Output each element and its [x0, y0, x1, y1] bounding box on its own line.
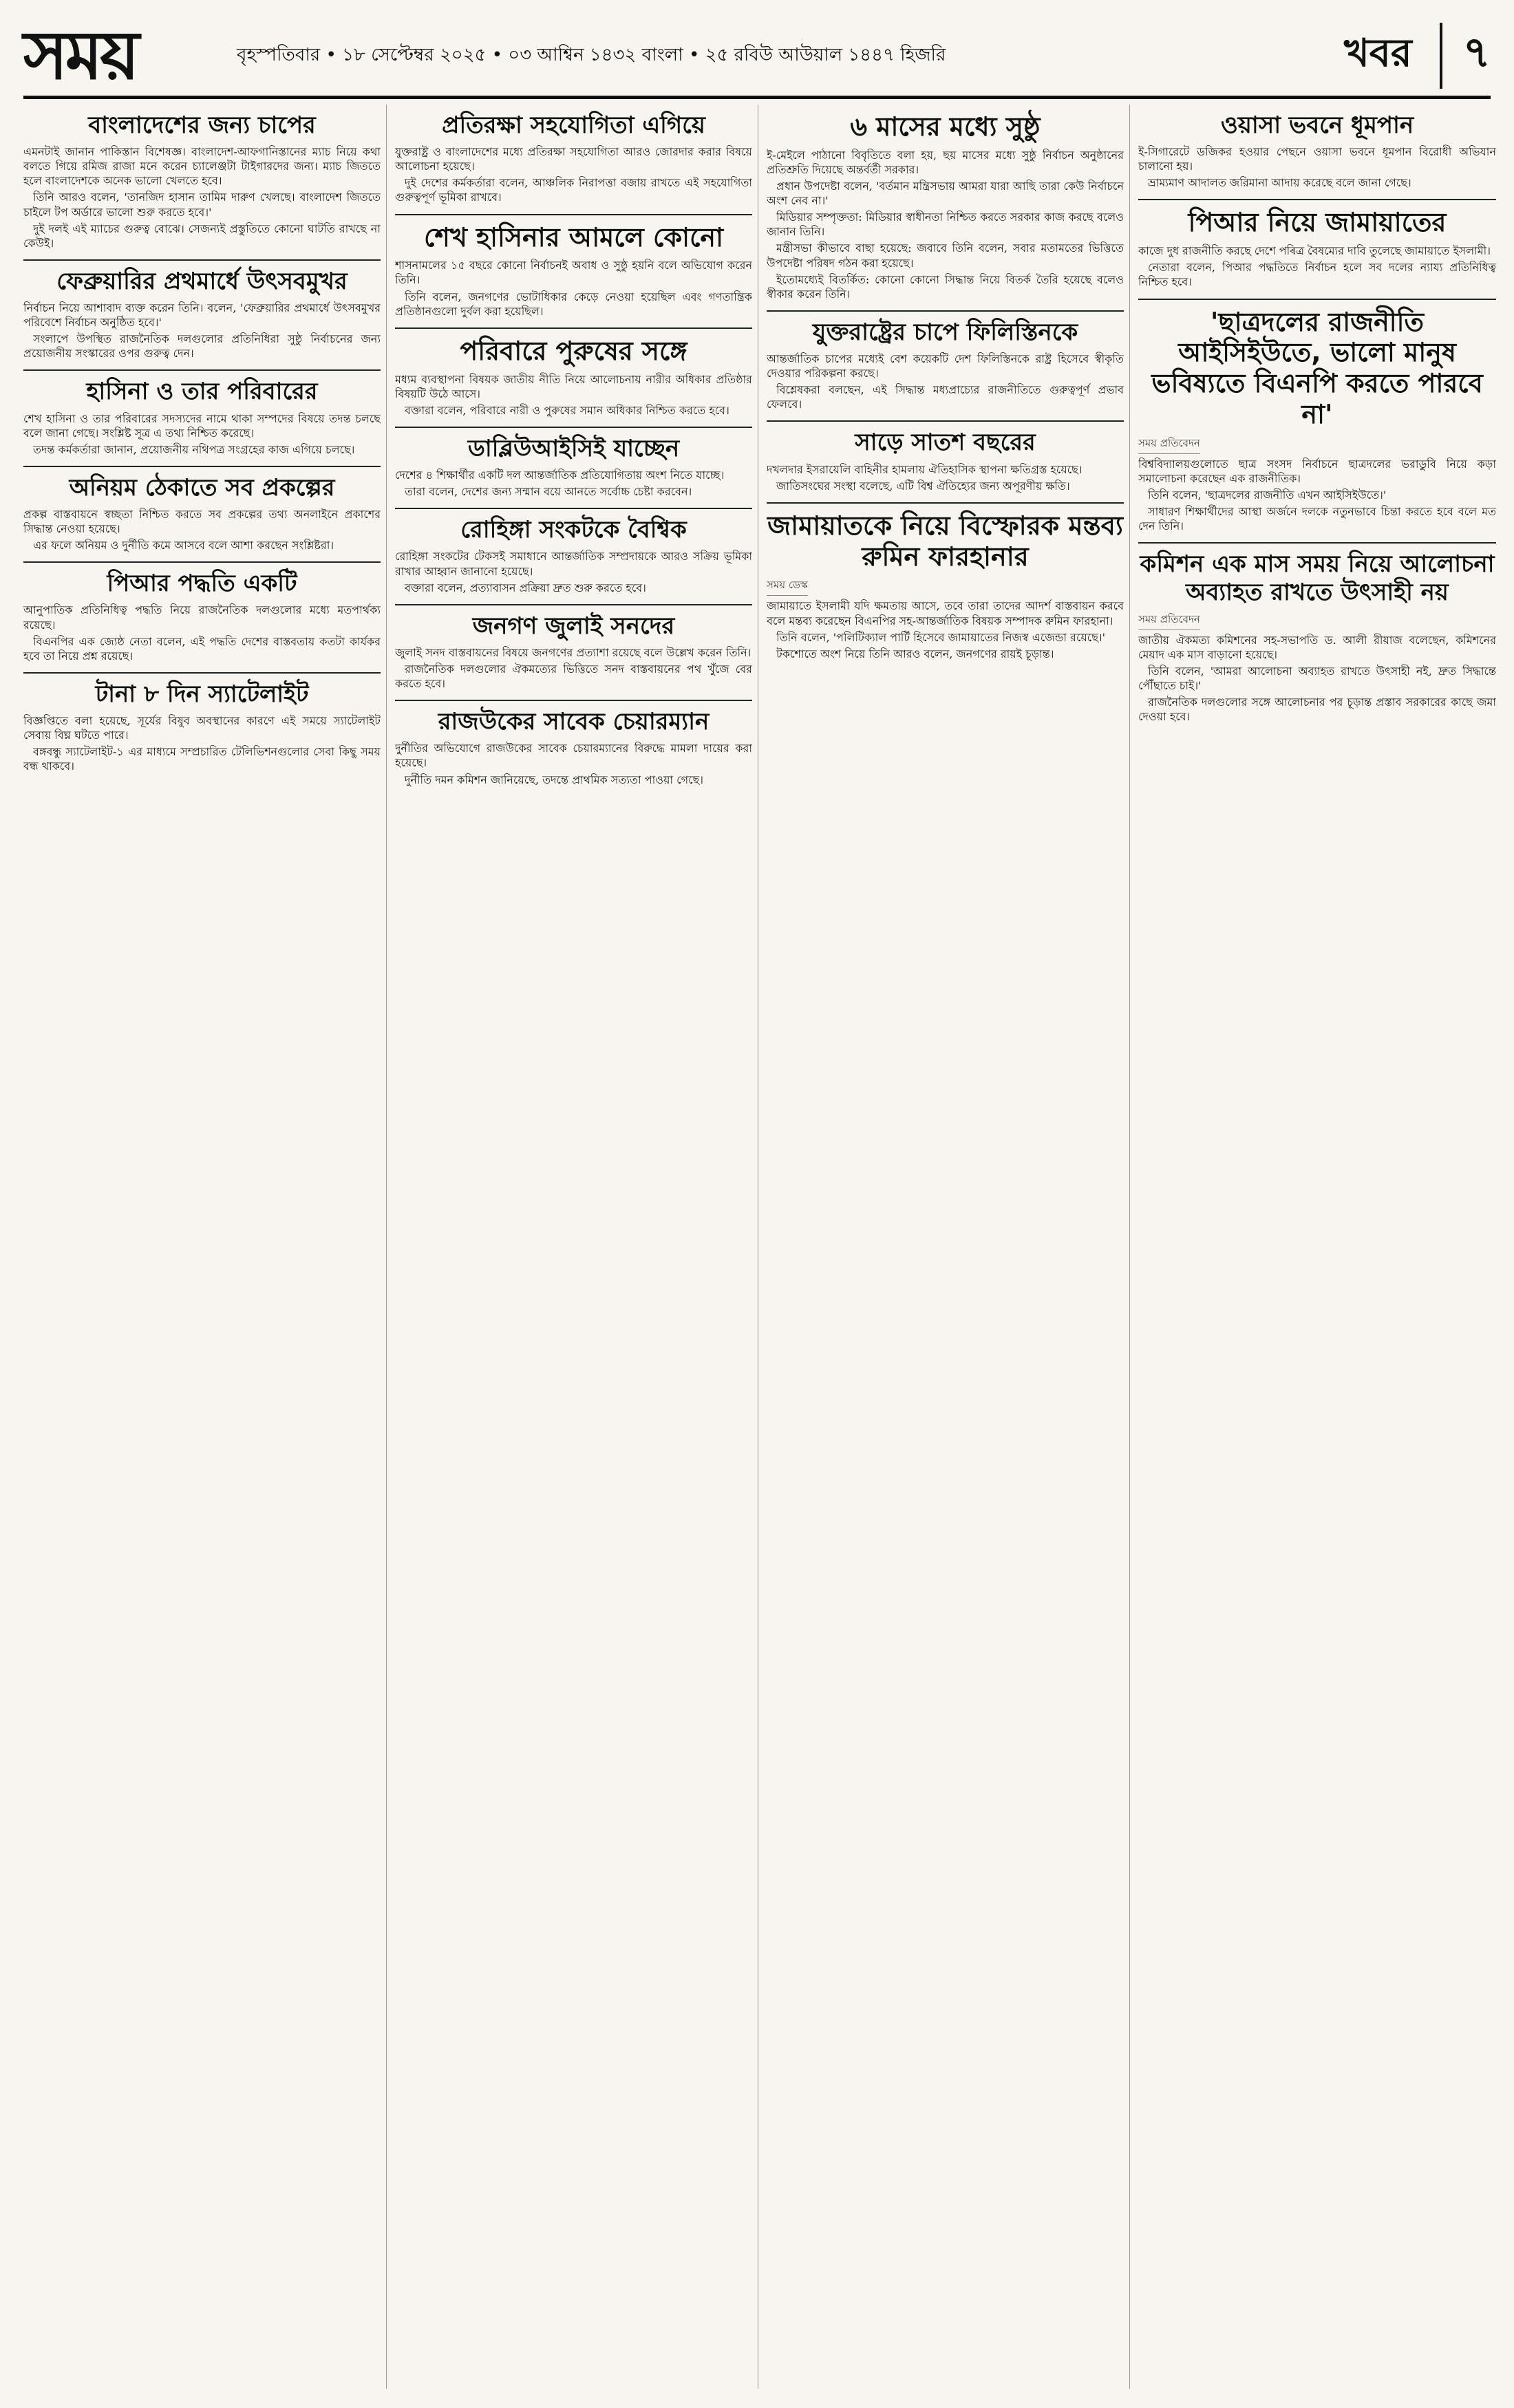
article — [395, 428, 752, 509]
article-paragraph: দুই দলই এই ম্যাচের গুরুত্ব বোঝে। সেজন্যই প্রস্তুতিতে কোনো ঘাটতি রাখছে না কেউই। — [23, 222, 381, 250]
article-headline: ৬ মাসের মধ্যে সুষ্ঠু — [850, 111, 1041, 142]
article — [23, 371, 381, 466]
article-headline: কমিশন এক মাস সময় নিয়ে আলোচনা অব্যাহত রাখতে উৎসাহী নয় — [1140, 550, 1495, 606]
article-paragraph: দুর্নীতির অভিযোগে রাজউকের সাবেক চেয়ারম্যানের বিরুদ্ধে মামলা দায়ের করা হয়েছে। — [395, 742, 752, 770]
article-paragraph: মধ্যম ব্যবস্থাপনা বিষয়ক জাতীয় নীতি নিয়ে আলোচনায় নারীর অধিকার প্রতিষ্ঠার বিষয়টি উঠে আসে। — [395, 372, 752, 400]
article-paragraph: তিনি বলেন, 'পলিটিক্যাল পার্টি হিসেবে জামায়াতের নিজস্ব এজেন্ডা রয়েছে।' — [776, 630, 1106, 644]
article-paragraph: বক্তারা বলেন, পরিবারে নারী ও পুরুষের সমান অধিকার নিশ্চিত করতে হবে। — [405, 403, 729, 417]
article-paragraph: তিনি আরও বলেন, 'তানজিদ হাসান তামিম দারুণ খেলছে। বাংলাদেশ জিততে চাইলে টপ অর্ডারে ভালো শুরু করতে হবে।' — [23, 191, 381, 219]
article-paragraph: বিশ্লেষকরা বলছেন, এই সিদ্ধান্ত মধ্যপ্রাচ্যের রাজনীতিতে গুরুত্বপূর্ণ প্রভাব ফেলবে। — [767, 383, 1124, 411]
article-body — [23, 301, 381, 361]
article — [395, 701, 752, 795]
article-paragraph: নেতারা বলেন, পিআর পদ্ধতিতে নির্বাচন হলে সব দলের ন্যায্য প্রতিনিধিত্ব নিশ্চিত হবে। — [1138, 261, 1496, 289]
article-headline: পিআর পদ্ধতি একটি — [107, 570, 297, 598]
article-paragraph: জাতিসংঘের সংস্থা বলেছে, এটি বিশ্ব ঐতিহ্যের জন্য অপূরণীয় ক্ষতি। — [776, 479, 1070, 493]
article-paragraph: ই-সিগারেটে ডজিকর হওয়ার পেছনে ওয়াসা ভবনে ধূমপান বিরোধী অভিযান চালানো হয়। — [1138, 145, 1496, 173]
article-byline: সময় ডেস্ক — [767, 577, 808, 596]
article-paragraph: মন্ত্রীসভা কীভাবে বাছা হয়েছে: জবাবে তিনি বলেন, সবার মতামতের ভিত্তিতে উপদেষ্টা পরিষদ গঠন করা হয়েছে। — [767, 241, 1124, 270]
article — [767, 105, 1124, 312]
article-body — [767, 599, 1124, 660]
article-paragraph: দুর্নীতি দমন কমিশন জানিয়েছে, তদন্তে প্রাথমিক সত্যতা পাওয়া গেছে। — [405, 773, 703, 786]
article-paragraph: ইতোমধ্যেই বিতর্কিত: কোনো কোনো সিদ্ধান্ত নিয়ে বিতর্ক তৈরি হয়েছে বলেও স্বীকার করেন তিনি। — [767, 272, 1124, 301]
column-2 — [395, 105, 758, 2389]
article — [1138, 105, 1496, 200]
article-paragraph: যুক্তরাষ্ট্র ও বাংলাদেশের মধ্যে প্রতিরক্ষা সহযোগিতা আরও জোরদার করার বিষয়ে আলোচনা হয়েছে। — [395, 145, 752, 173]
article-paragraph: ই-মেইলে পাঠানো বিবৃতিতে বলা হয়, ছয় মাসের মধ্যে সুষ্ঠু নির্বাচন অনুষ্ঠানের প্রতিশ্রুতি দিয়েছে অন্তর্বর্তী সরকার। — [767, 148, 1124, 176]
article-headline: 'ছাত্রদলের রাজনীতি আইসিইউতে, ভালো মানুষ ভবিষ্যতে বিএনপি করতে পারবে না' — [1151, 306, 1483, 430]
article-paragraph: তিনি বলেন, জনগণের ভোটাধিকার কেড়ে নেওয়া হয়েছিল এবং গণতান্ত্রিক প্রতিষ্ঠানগুলো দুর্বল করা হয়েছিল। — [395, 290, 752, 318]
article — [395, 509, 752, 605]
article-paragraph: এর ফলে অনিয়ম ও দুর্নীতি কমে আসবে বলে আশা করছেন সংশ্লিষ্টরা। — [33, 539, 334, 552]
article — [1138, 200, 1496, 299]
article — [395, 605, 752, 701]
article — [767, 422, 1124, 503]
article-paragraph: বঙ্গবন্ধু স্যাটেলাইট-১ এর মাধ্যমে সম্প্রচারিত টেলিভিশনগুলোর সেবা কিছু সময় বন্ধ থাকবে। — [23, 745, 381, 773]
article-body — [395, 258, 752, 318]
article-body — [395, 144, 752, 204]
column-3 — [767, 105, 1130, 2389]
article-paragraph: দখলদার ইসরায়েলি বাহিনীর হামলায় ঐতিহাসিক স্থাপনা ক্ষতিগ্রস্ত হয়েছে। — [767, 462, 1083, 476]
article-paragraph: তিনি বলেন, 'আমরা আলোচনা অব্যাহত রাখতে উৎসাহী নই, দ্রুত সিদ্ধান্তে পৌঁছাতে চাই।' — [1138, 664, 1496, 692]
article — [23, 674, 381, 783]
column-1 — [23, 105, 387, 2389]
article-paragraph: শাসনামলের ১৫ বছরে কোনো নির্বাচনই অবাধ ও সুষ্ঠু হয়নি বলে অভিযোগ করেন তিনি। — [395, 259, 752, 287]
article-body — [1138, 457, 1496, 534]
article-body — [23, 411, 381, 457]
article-body — [767, 148, 1124, 301]
article-body — [395, 372, 752, 418]
article-paragraph: নির্বাচন নিয়ে আশাবাদ ব্যক্ত করেন তিনি। বলেন, 'ফেব্রুয়ারির প্রথমার্ধে উৎসবমুখর পরিবেশে নির্বাচন অনুষ্ঠিত হবে।' — [23, 301, 381, 330]
article-body — [1138, 244, 1496, 289]
dateline: বৃহস্পতিবার • ১৮ সেপ্টেম্বর ২০২৫ • ০৩ আশ্বিন ১৪৩২ বাংলা • ২৫ রবিউ আউয়াল ১৪৪৭ হিজরি — [237, 44, 946, 65]
article-headline: জনগণ জুলাই সনদের — [472, 612, 675, 640]
article-paragraph: বিশ্ববিদ্যালয়গুলোতে ছাত্র সংসদ নির্বাচনে ছাত্রদলের ভরাডুবি নিয়ে কড়া সমালোচনা করেছেন এক রাজনীতিক। — [1138, 457, 1496, 486]
article-paragraph: রোহিঙ্গা সংকটের টেকসই সমাধানে আন্তর্জাতিক সম্প্রদায়কে আরও সক্রিয় ভূমিকা রাখার আহ্বান জানানো হয়েছে। — [395, 550, 752, 578]
article-headline: বাংলাদেশের জন্য চাপের — [88, 111, 316, 139]
article-headline: শেখ হাসিনার আমলে কোনো — [423, 222, 724, 252]
article — [767, 504, 1124, 670]
article-headline: যুক্তরাষ্ট্রের চাপে ফিলিস্তিনকে — [812, 318, 1078, 346]
article — [395, 215, 752, 329]
article — [23, 105, 381, 261]
section-name: খবর — [1343, 30, 1412, 76]
article-paragraph: তিনি বলেন, 'ছাত্রদলের রাজনীতি এখন আইসিইউতে।' — [1148, 488, 1387, 502]
article-body — [23, 507, 381, 552]
article-body — [23, 713, 381, 773]
article — [1138, 544, 1496, 733]
article-paragraph: দেশের ৪ শিক্ষার্থীর একটি দল আন্তর্জাতিক প্রতিযোগিতায় অংশ নিতে যাচ্ছে। — [395, 469, 725, 482]
article-headline: জামায়াতকে নিয়ে বিস্ফোরক মন্তব্য রুমিন ফারহানার — [767, 510, 1123, 572]
article-headline: ওয়াসা ভবনে ধূমপান — [1220, 111, 1414, 139]
article-body — [23, 144, 381, 250]
article-body — [1138, 633, 1496, 724]
column-4 — [1138, 105, 1502, 2389]
article-paragraph: এমনটাই জানান পাকিস্তান বিশেষজ্ঞ। বাংলাদেশ-আফগানিস্তানের ম্যাচ নিয়ে কথা বলতে গিয়ে রমিজ রাজা মনে করেন চ্যালেঞ্জটা টাইগারদের জন্য। ম্যাচ জিততে হলে বাংলাদেশকে অনেক ভালো খেলতে হবে। — [23, 145, 381, 188]
article-paragraph: দুই দেশের কর্মকর্তারা বলেন, আঞ্চলিক নিরাপত্তা বজায় রাখতে এই সহযোগিতা গুরুত্বপূর্ণ ভূমিকা রাখবে। — [395, 176, 752, 204]
article — [395, 105, 752, 215]
article-headline: ফেব্রুয়ারির প্রথমার্ধে উৎসবমুখর — [56, 267, 348, 295]
article-headline: টানা ৮ দিন স্যাটেলাইট — [95, 680, 309, 708]
newspaper-logo: সময় — [23, 16, 137, 95]
article-grid — [23, 105, 1496, 2389]
article-paragraph: আনুপাতিক প্রতিনিধিত্ব পদ্ধতি নিয়ে রাজনৈতিক দলগুলোর মধ্যে মতপার্থক্য রয়েছে। — [23, 603, 381, 632]
article-paragraph: সংলাপে উপস্থিত রাজনৈতিক দলগুলোর প্রতিনিধিরা সুষ্ঠু নির্বাচনের জন্য প্রয়োজনীয় সংস্কারের ওপর গুরুত্ব দেন। — [23, 332, 381, 361]
article-byline: সময় প্রতিবেদন — [1138, 612, 1200, 630]
article-paragraph: জাতীয় ঐকমত্য কমিশনের সহ-সভাপতি ড. আলী রীয়াজ বলেছেন, কমিশনের মেয়াদ এক মাস বাড়ানো হয়েছে। — [1138, 633, 1496, 661]
article — [1138, 300, 1496, 544]
article-body — [395, 549, 752, 594]
article — [23, 563, 381, 674]
article-paragraph: রাজনৈতিক দলগুলোর ঐকমত্যের ভিত্তিতে সনদ বাস্তবায়নের পথ খুঁজে বের করতে হবে। — [395, 662, 752, 691]
article-body — [1138, 144, 1496, 190]
article-headline: রাজউকের সাবেক চেয়ারম্যান — [438, 708, 710, 736]
article-paragraph: তারা বলেন, দেশের জন্য সম্মান বয়ে আনতে সর্বোচ্চ চেষ্টা করবেন। — [405, 485, 692, 499]
article-paragraph: তদন্ত কর্মকর্তারা জানান, প্রয়োজনীয় নথিপত্র সংগ্রহের কাজ এগিয়ে চলছে। — [33, 442, 355, 456]
article-paragraph: মিডিয়ার সম্পৃক্ততা: মিডিয়ার স্বাধীনতা নিশ্চিত করতে সরকার কাজ করছে বলেও জানান তিনি। — [767, 211, 1124, 239]
article-paragraph: সাধারণ শিক্ষার্থীদের আস্থা অর্জনে দলকে নতুনভাবে চিন্তা করতে হবে বলে মত দেন তিনি। — [1138, 505, 1496, 533]
article-paragraph: বিএনপির এক জ্যেষ্ঠ নেতা বলেন, এই পদ্ধতি দেশের বাস্তবতায় কতটা কার্যকর হবে তা নিয়ে প্রশ্ন রয়েছে। — [23, 634, 381, 663]
article-body — [767, 352, 1124, 411]
article-headline: সাড়ে সাতশ বছরের — [855, 429, 1036, 457]
article-paragraph: প্রকল্প বাস্তবায়নে স্বচ্ছতা নিশ্চিত করতে সব প্রকল্পের তথ্য অনলাইনে প্রকাশের সিদ্ধান্ত নেওয়া হয়েছে। — [23, 507, 381, 536]
masthead — [23, 15, 1491, 99]
article-paragraph: জামায়াতে ইসলামী যদি ক্ষমতায় আসে, তবে তারা তাদের আদর্শ বাস্তবায়ন করবে বলে মন্তব্য করেছেন বিএনপির সহ-আন্তর্জাতিক বিষয়ক সম্পাদক রুমিন ফারহানা। — [767, 599, 1124, 627]
article-paragraph: আন্তর্জাতিক চাপের মধ্যেই বেশ কয়েকটি দেশ ফিলিস্তিনকে রাষ্ট্র হিসেবে স্বীকৃতি দেওয়ার পরিকল্পনা করছে। — [767, 352, 1124, 380]
article-body — [23, 603, 381, 663]
article-body — [767, 462, 1124, 493]
article-paragraph: প্রধান উপদেষ্টা বলেন, 'বর্তমান মন্ত্রিসভায় আমরা যারা আছি তারা কেউ নির্বাচনে অংশ নেব না।' — [767, 180, 1124, 208]
article-paragraph: রাজনৈতিক দলগুলোর সঙ্গে আলোচনার পর চূড়ান্ত প্রস্তাব সরকারের কাছে জমা দেওয়া হবে। — [1138, 696, 1496, 724]
article-headline: পরিবারে পুরুষের সঙ্গে — [460, 335, 687, 366]
article-paragraph: টকশোতে অংশ নিয়ে তিনি আরও বলেন, জনগণের রায়ই চূড়ান্ত। — [776, 647, 1054, 660]
article-paragraph: কাজে দুধ রাজনীতি করছে দেশে পৰিত্র বৈষম্যের দাবি তুলেছে জামায়াতে ইসলামী। — [1138, 244, 1491, 258]
article — [23, 467, 381, 563]
article-headline: হাসিনা ও তার পরিবারের — [86, 378, 318, 406]
article-body — [395, 645, 752, 691]
article-headline: ডাব্লিউআইসিই যাচ্ছেন — [467, 434, 680, 462]
article — [395, 329, 752, 428]
article-byline: সময় প্রতিবেদন — [1138, 436, 1200, 454]
article — [767, 312, 1124, 422]
article-paragraph: বিজ্ঞপ্তিতে বলা হয়েছে, সূর্যের বিষুব অবস্থানের কারণে এই সময়ে স্যাটেলাইট সেবায় বিঘ্ন ঘটতে পারে। — [23, 713, 381, 742]
article-headline: পিআর নিয়ে জামায়াতের — [1188, 207, 1447, 238]
article — [23, 261, 381, 372]
article-paragraph: ভ্রাম্যমাণ আদালত জরিমানা আদায় করেছে বলে জানা গেছে। — [1148, 176, 1411, 190]
article-body — [395, 741, 752, 786]
page-number: ৭ — [1440, 23, 1491, 89]
article-headline: প্রতিরক্ষা সহযোগিতা এগিয়ে — [442, 111, 705, 139]
article-headline: রোহিঙ্গা সংকটকে বৈশ্বিক — [460, 516, 687, 544]
article-body — [395, 468, 752, 499]
article-paragraph: শেখ হাসিনা ও তার পরিবারের সদস্যদের নামে থাকা সম্পদের বিষয়ে তদন্ত চলছে বলে জানা গেছে। সংশ্লিষ্ট সূত্র এ তথ্য নিশ্চিত করেছে। — [23, 411, 381, 440]
article-paragraph: বক্তারা বলেন, প্রত্যাবাসন প্রক্রিয়া দ্রুত শুরু করতে হবে। — [405, 581, 646, 594]
article-headline: অনিয়ম ঠেকাতে সব প্রকল্পের — [69, 473, 335, 502]
article-paragraph: জুলাই সনদ বাস্তবায়নের বিষয়ে জনগণের প্রত্যাশা রয়েছে বলে উল্লেখ করেন তিনি। — [395, 645, 751, 659]
